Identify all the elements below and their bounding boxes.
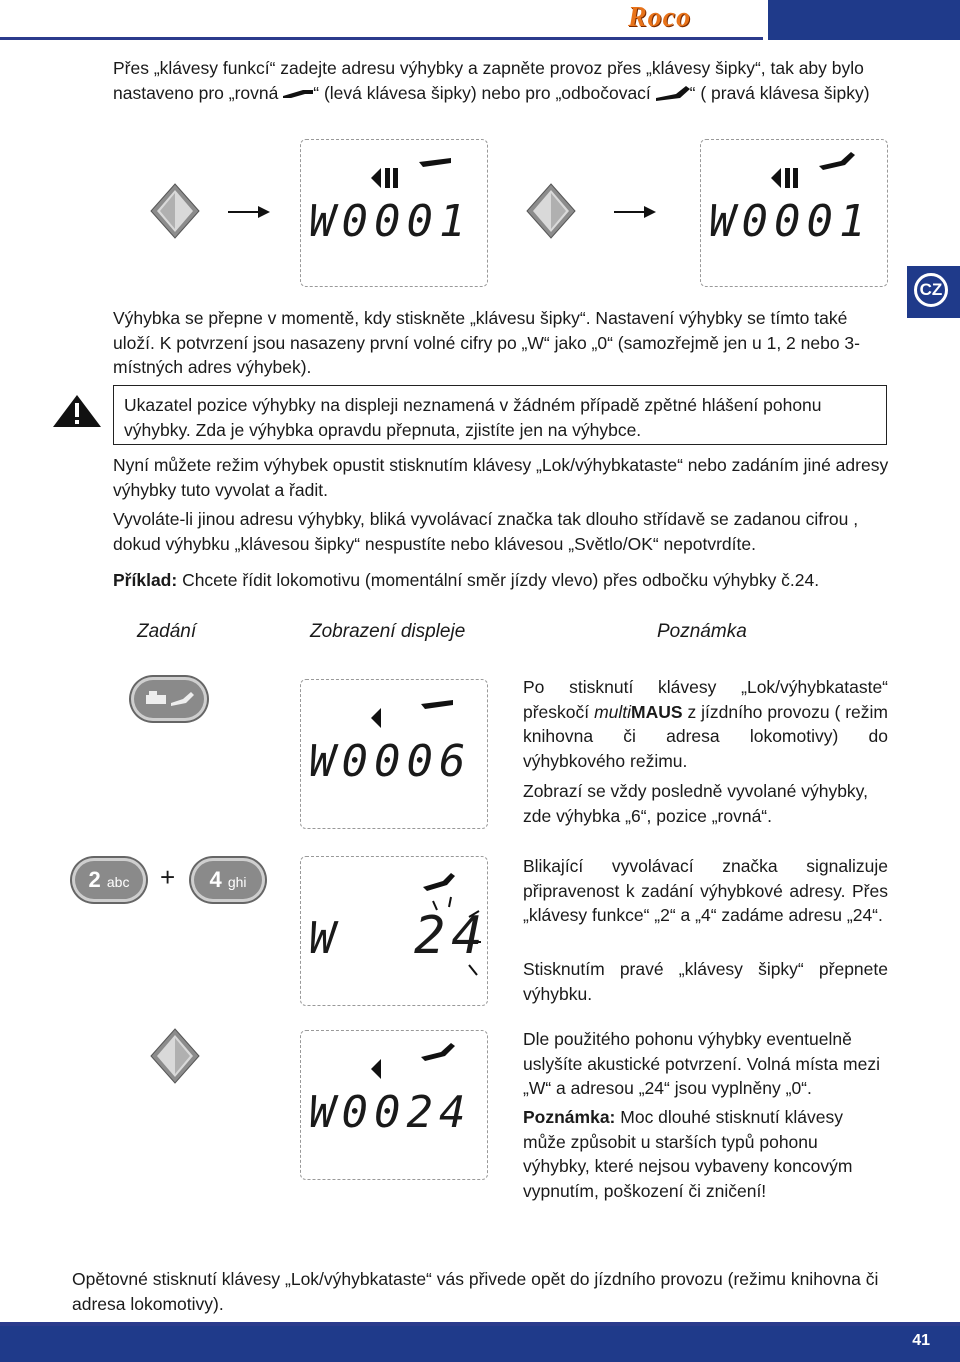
intro-paragraph: Přes „klávesy funkcí“ zadejte adresu výhybky a zapněte provoz přes „klávesy šipky“, tak aby bylo nastaveno pro „rovná “ (levá klávesa šipky) nebo pro „odbočovací “ ( pravá klávesa šipky) [113, 58, 870, 103]
page-header [0, 0, 960, 40]
left-arrow-key-icon [150, 183, 200, 239]
lcd-row2-number: 24 [414, 906, 489, 966]
row3-note-a: Dle použitého pohonu výhybky eventuelně uslyšíte akustické potvrzení. Volná místa mezi „W“ a adresou „24“ jsou vyplněny „0“. [523, 1029, 880, 1098]
row2-note-a: Blikající vyvolávací značka signalizuje připravenost k zadání výhybkové adresy. Přes „klávesy funkce“ „2“ a „4“ zadáme adresu „24“. [523, 856, 888, 925]
paragraph-switching: Výhybka se přepne v momentě, kdy stiskněte „klávesu šipky“. Nastavení výhybky se tímto také uloží. K potvrzení jsou nasazeny první volné cifry po „W“ jako „0“ (samozřejmě jen u 1, 2 nebo 3- místných adres výhybek). [113, 308, 860, 377]
warning-text: Ukazatel pozice výhybky na displeji neznamená v žádném případě zpětné hlášení pohonu výhybky. Zda je výhybka opravdu přepnuta, zjistíte jen na výhybce. [124, 395, 822, 440]
key-2: 2 abc [72, 858, 146, 902]
column-note: Poznámka [657, 621, 747, 642]
paragraph-exit-mode: Nyní můžete režim výhybek opustit stisknutím klávesy „Lok/výhybkataste“ nebo zadáním jiné adresy výhybky tuto vyvolat a řadit. [113, 455, 889, 500]
locomotive-turnout-icon [131, 677, 207, 721]
arrow-right-icon [228, 205, 270, 219]
example-label: Příklad: [113, 570, 178, 590]
column-display: Zobrazení displeje [310, 621, 466, 642]
footer-paragraph: Opětovné stisknutí klávesy „Lok/výhybkataste“ vás přivede opět do jízdního provozu (režimu knihovna či adresa lokomotivy). [72, 1269, 879, 1314]
lcd-row1-text: W0006 [309, 736, 472, 787]
blink-ray [469, 965, 477, 975]
language-tab [907, 266, 960, 318]
lok-turnout-key [131, 677, 207, 721]
lcd-text-straight: W0001 [309, 196, 472, 247]
row3-note-b: Poznámka: Moc dlouhé stisknutí klávesy může způsobit u starších typů pohonu výhybky, které nejsou vybaveny koncovým vypnutím, poškození či zničení! [523, 1107, 853, 1201]
page-footer [0, 1322, 960, 1362]
diverging-turnout-icon [656, 86, 690, 102]
key-4: 4 ghi [191, 858, 265, 902]
lcd-row2-w: W [309, 913, 336, 964]
warning-icon [52, 394, 102, 428]
row1-note-b: Zobrazí se vždy posledně vyvolané výhybky, zde výhybka „6“, pozice „rovná“. [523, 781, 868, 826]
plus-sign: + [160, 862, 176, 892]
language-code: CZ [914, 273, 948, 307]
lcd-text-diverging: W0001 [709, 196, 872, 247]
row2-note-b: Stisknutím pravé „klávesy šipky“ přepnete výhybku. [523, 959, 888, 1004]
lcd-row3-text: W0024 [309, 1087, 472, 1138]
example-line [113, 568, 889, 593]
roco-logo: Roco [628, 2, 692, 33]
paragraph-blinking: Vyvoláte-li jinou adresu výhybky, bliká vyvolávací značka tak dlouho střídavě se zadanou cifrou , dokud výhybku „klávesou šipky“ nespustíte nebo klávesou „Světlo/OK“ nepotvrdíte. [113, 509, 859, 554]
column-input: Zadání [137, 621, 197, 642]
right-arrow-key-icon-2 [150, 1028, 200, 1084]
arrow-right-icon-2 [614, 205, 656, 219]
right-arrow-key-icon [526, 183, 576, 239]
straight-turnout-icon [283, 88, 313, 100]
page-number: 41 [912, 1332, 930, 1349]
row1-note-a: Po stisknutí klávesy „Lok/výhybkataste“ přeskočí multiMAUS z jízdního provozu ( režim knihovna či adresa lokomotivy) do výhybkového režimu. [523, 677, 889, 771]
example-text: Chcete řídit lokomotivu (momentální směr jízdy vlevo) přes odbočku výhybky č.24. [177, 570, 820, 590]
header-tab [768, 0, 960, 40]
